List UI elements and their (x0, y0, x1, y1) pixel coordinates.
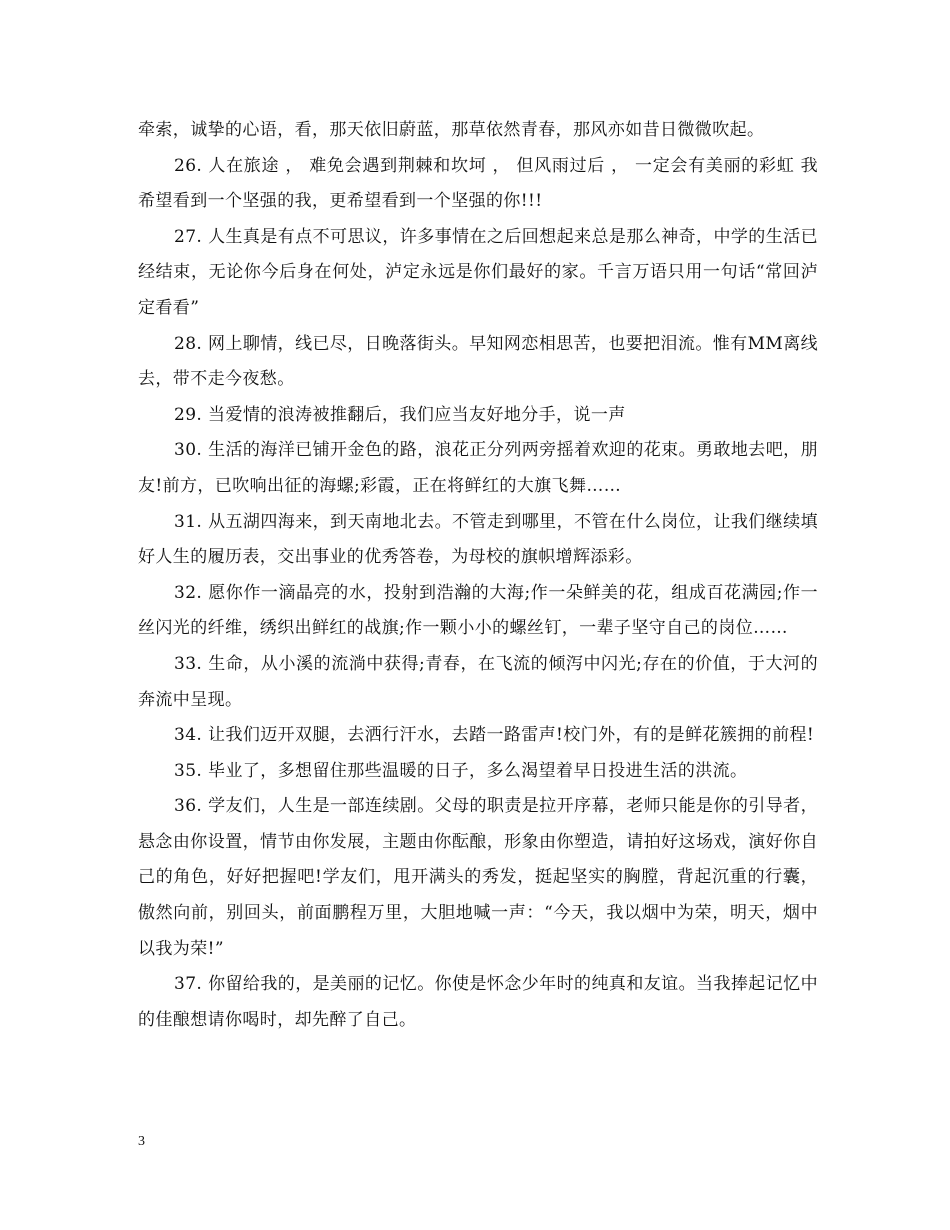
paragraph-continuation: 牵索，诚挚的心语，看，那天依旧蔚蓝，那草依然青春，那风亦如昔日微微吹起。 (138, 120, 765, 140)
paragraph-28: 28. 网上聊情，线已尽，日晚落街头。早知网恋相思苦，也要把泪流。惟有MM离线去，带不走今夜愁。 (138, 333, 818, 390)
paragraph-34: 34. 让我们迈开双腿，去洒行汗水，去踏一路雷声!校门外，有的是鲜花簇拥的前程! (174, 725, 815, 746)
page-number: 3 (138, 1134, 145, 1149)
paragraph-35: 35. 毕业了，多想留住那些温暖的日子，多么渴望着早日投进生活的洪流。 (174, 760, 748, 781)
paragraph-30: 30. 生活的海洋已铺开金色的路，浪花正分列两旁摇着欢迎的花束。勇敢地去吧，朋友!前方，已吹响出征的海螺;彩霞，正在将鲜红的大旗飞舞…… (138, 440, 818, 496)
document-body (138, 113, 818, 1038)
paragraph-29: 29. 当爱情的浪涛被推翻后，我们应当友好地分手，说一声 (174, 404, 626, 425)
paragraph-31: 31. 从五湖四海来，到天南地北去。不管走到哪里，不管在什么岗位，让我们继续填好人生的履历表，交出事业的优秀答卷，为母校的旗帜增辉添彩。 (138, 511, 818, 568)
paragraph-27: 27. 人生真是有点不可思议，许多事情在之后回想起来总是那么神奇，中学的生活已经结束，无论你今后身在何处，泸定永远是你们最好的家。千言万语只用一句话“常回泸定看看” (138, 226, 818, 318)
paragraph-32: 32. 愿你作一滴晶亮的水，投射到浩瀚的大海;作一朵鲜美的花，组成百花满园;作一丝闪光的纤维，绣织出鲜红的战旗;作一颗小小的螺丝钉，一辈子坚守自己的岗位…… (138, 582, 818, 639)
paragraph-37: 37. 你留给我的，是美丽的记忆。你使是怀念少年时的纯真和友谊。当我捧起记忆中的佳酿想请你喝时，却先醉了自己。 (138, 974, 818, 1030)
paragraph-36: 36. 学友们，人生是一部连续剧。父母的职责是拉开序幕，老师只能是你的引导者，悬念由你设置，情节由你发展，主题由你酝酿，形象由你塑造，请拍好这场戏，演好你自己的角色，好好把握吧!学友们，甩开满头的秀发，挺起坚实的胸膛，背起沉重的行囊，傲然向前，别回头，前面鹏程万里，大胆地喊一声：“今天，我以烟中为荣，明天，烟中以我为荣!” (138, 796, 818, 959)
paragraph-26: 26. 人在旅途 ， 难免会遇到荆棘和坎坷 ， 但风雨过后 ， 一定会有美丽的彩虹 我希望看到一个坚强的我，更希望看到一个坚强的你!!! (138, 155, 818, 212)
paragraph-33: 33. 生命，从小溪的流淌中获得;青春，在飞流的倾泻中闪光;存在的价值，于大河的奔流中呈现。 (138, 653, 818, 710)
